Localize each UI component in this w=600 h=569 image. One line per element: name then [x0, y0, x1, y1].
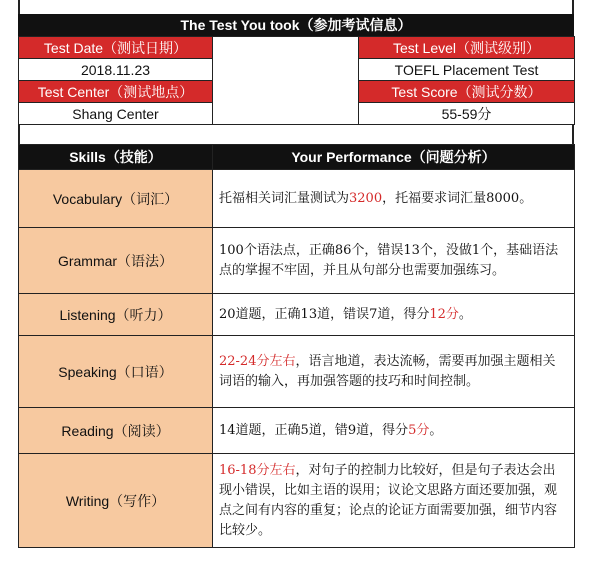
spacer-row [18, 124, 574, 144]
skill-grammar: Grammar（语法） [19, 228, 213, 294]
performance-table [18, 144, 575, 548]
desc-grammar: 100个语法点，正确86个，错误13个，没做1个，基础语法点的掌握不牢固，并且从句部分也需要加强练习。 [213, 228, 575, 294]
desc-vocabulary: 托福相关词汇量测试为3200，托福要求词汇量8000。 [213, 170, 575, 228]
desc-speaking: 22-24分左右，语言地道，表达流畅，需要再加强主题相关词语的输入，再加强答题的技巧和时间控制。 [213, 336, 575, 408]
test-level-value: TOEFL Placement Test [359, 59, 575, 81]
table-row [19, 228, 575, 294]
table-row [19, 336, 575, 408]
test-info-title: The Test You took（参加考试信息） [18, 14, 574, 36]
test-date-value: 2018.11.23 [19, 59, 213, 81]
table-row [19, 294, 575, 336]
skill-speaking: Speaking（口语） [19, 336, 213, 408]
table-row [19, 408, 575, 454]
skill-vocabulary: Vocabulary（词汇） [19, 170, 213, 228]
desc-listening: 20道题，正确13道，错误7道，得分12分。 [213, 294, 575, 336]
skill-listening: Listening（听力） [19, 294, 213, 336]
test-info-table [18, 36, 575, 125]
test-center-label: Test Center（测试地点） [19, 81, 213, 103]
test-level-label: Test Level（测试级别） [359, 37, 575, 59]
info-blank-cell [213, 37, 359, 125]
desc-writing: 16-18分左右，对句子的控制力比较好，但是句子表达会出现小错误，比如主语的误用；议论文思路方面还要加强，观点之间有内容的重复；论点的论证方面需要加强，细节内容比较少。 [213, 454, 575, 548]
test-center-value: Shang Center [19, 103, 213, 125]
skills-header: Skills（技能） [19, 145, 213, 170]
test-date-label: Test Date（测试日期） [19, 37, 213, 59]
skill-writing: Writing（写作） [19, 454, 213, 548]
desc-reading: 14道题，正确5道，错9道，得分5分。 [213, 408, 575, 454]
top-spacer [18, 0, 574, 14]
test-score-label: Test Score（测试分数） [359, 81, 575, 103]
table-row [19, 454, 575, 548]
table-row [19, 170, 575, 228]
skill-reading: Reading（阅读） [19, 408, 213, 454]
test-score-value: 55-59分 [359, 103, 575, 125]
performance-header: Your Performance（问题分析） [213, 145, 575, 170]
